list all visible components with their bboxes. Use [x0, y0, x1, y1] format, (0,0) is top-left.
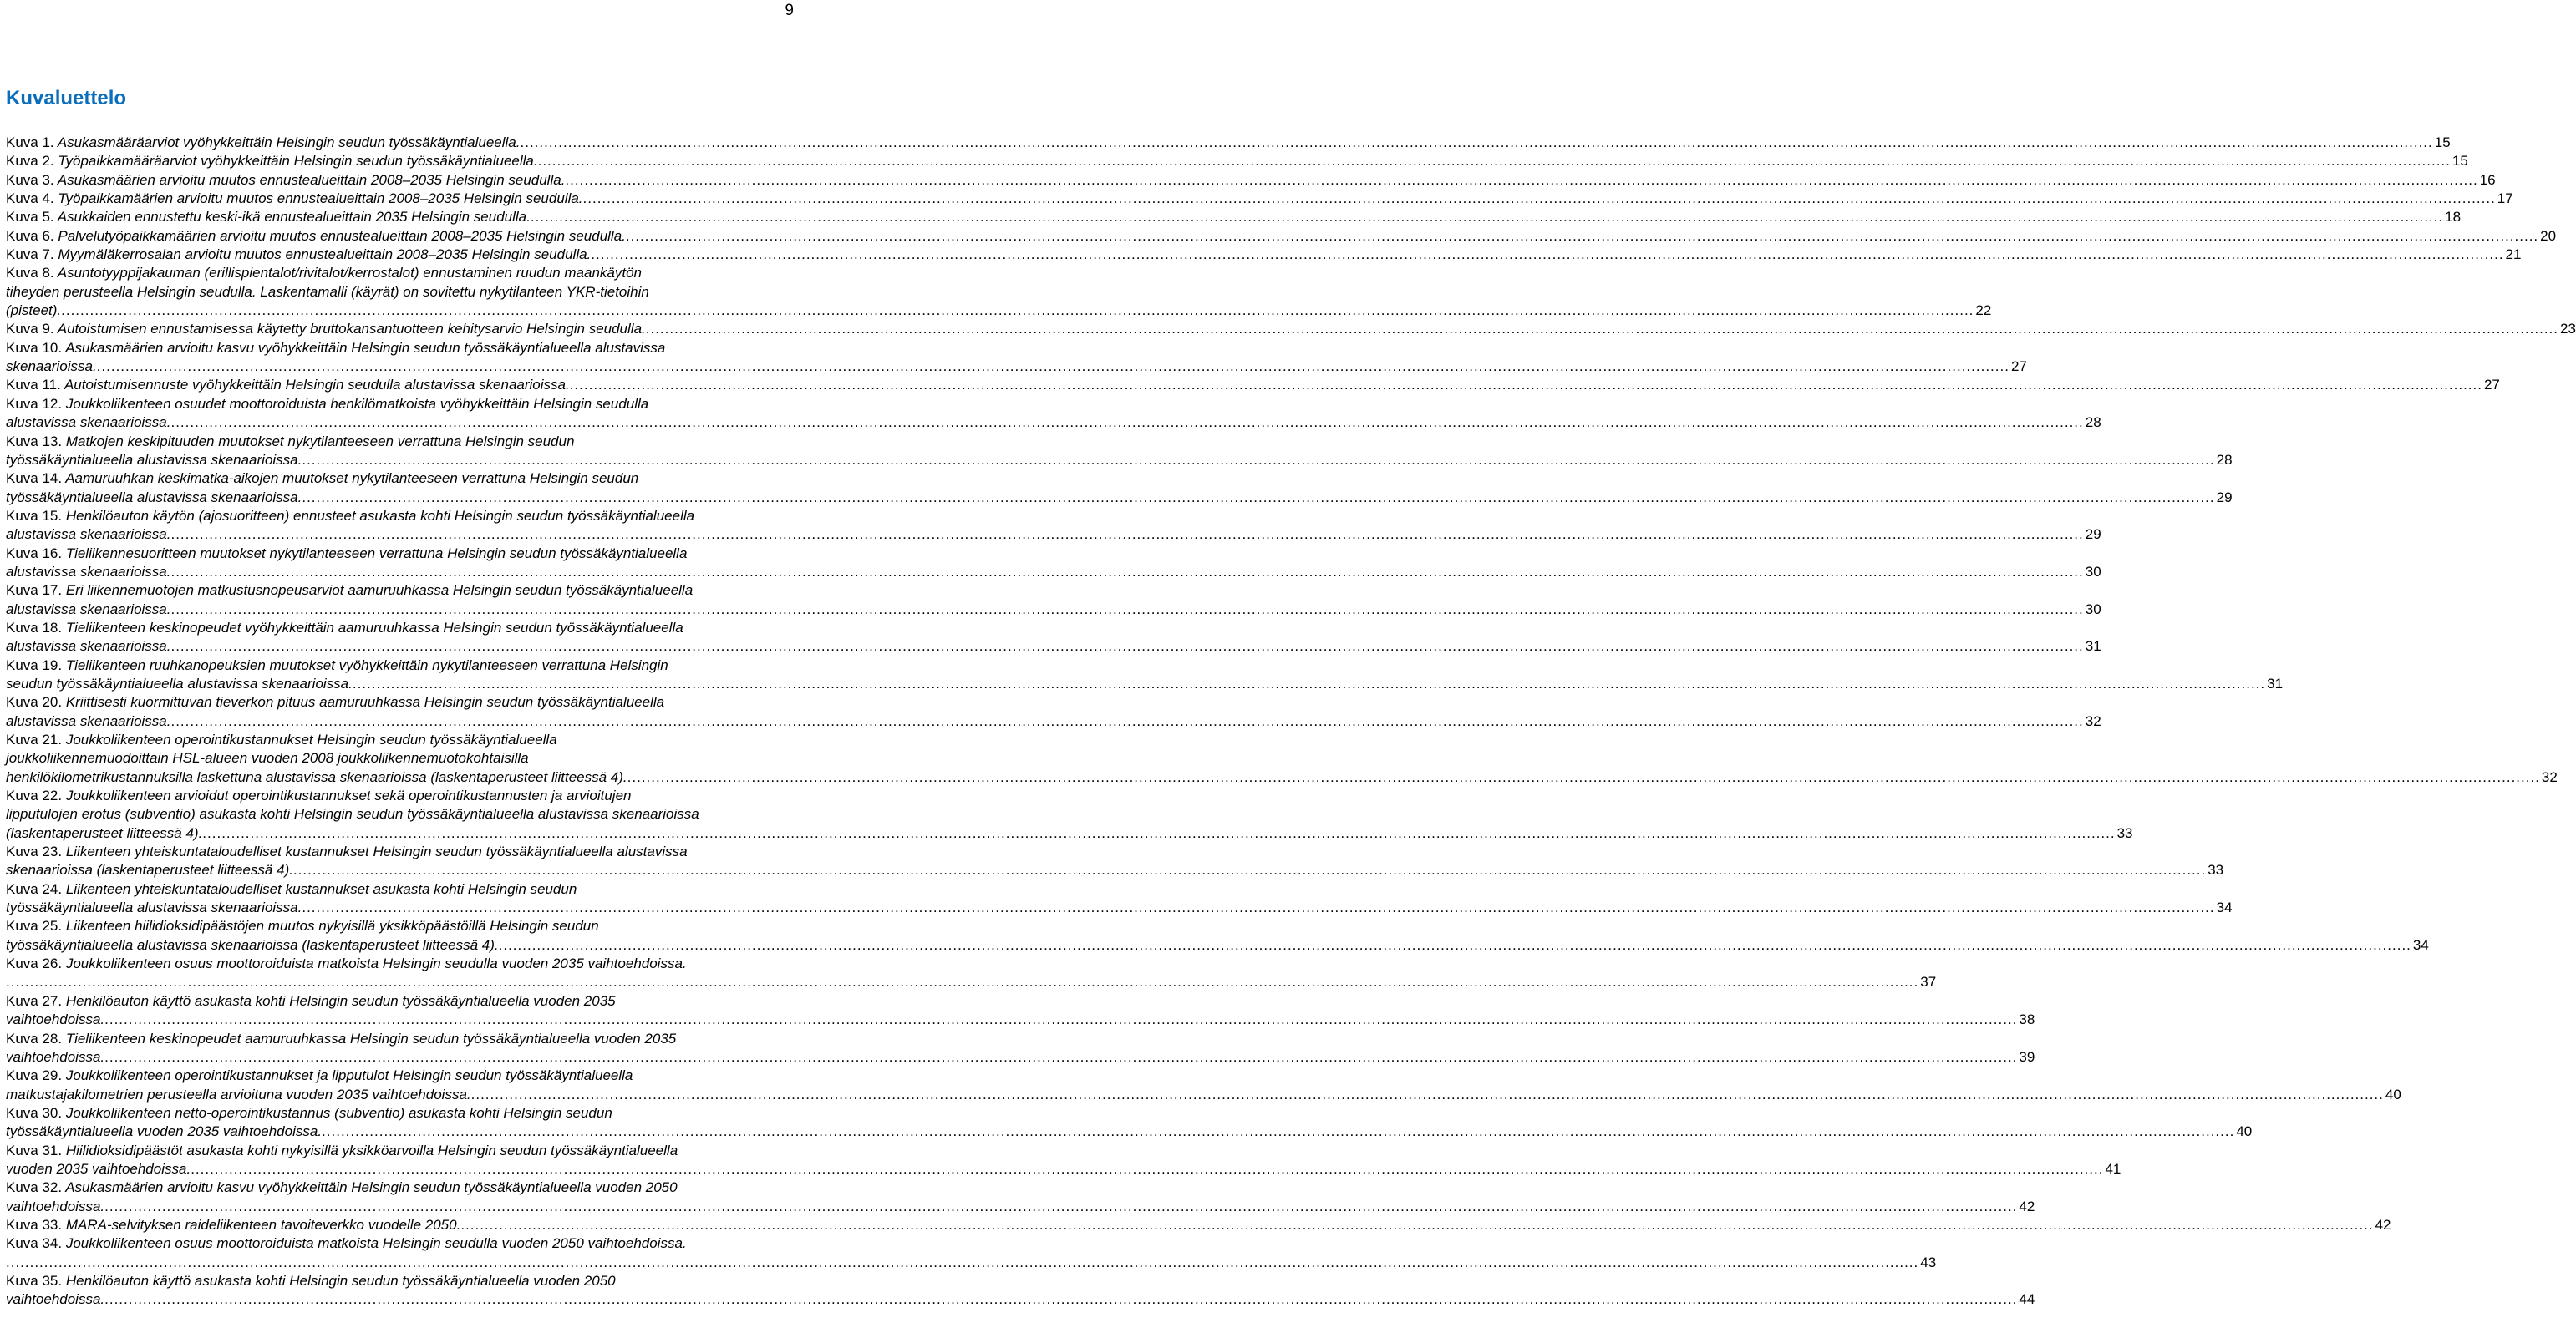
- figure-label: Kuva 10.: [6, 339, 63, 356]
- figure-caption-text: Matkojen keskipituuden muutokset nykytilanteeseen verrattuna Helsingin seudun: [65, 433, 575, 449]
- figure-entry-line: [6, 955, 796, 973]
- figure-page-number: 42: [2375, 1216, 2391, 1233]
- figure-caption-text: työssäkäyntialueella alustavissa skenaarioissa.: [6, 900, 302, 916]
- figure-entry[interactable]: [6, 1104, 2253, 1142]
- figure-page-number: 17: [2497, 190, 2513, 207]
- figure-entry[interactable]: [6, 469, 2233, 507]
- figure-caption-text: skenaarioissa (laskentaperusteet liitteessä 4).: [6, 862, 293, 879]
- figure-page-number: 33: [2116, 824, 2133, 841]
- figure-entry[interactable]: [6, 992, 2035, 1030]
- figure-label: Kuva 18.: [6, 619, 63, 636]
- figure-entry-line: [6, 973, 1937, 991]
- figure-label: Kuva 30.: [6, 1104, 63, 1121]
- figure-entry-line: [6, 656, 796, 675]
- dot-leader: ................................................................................................................................................................................................................................................................................................................................................................................................................: [170, 712, 2084, 729]
- figure-entry[interactable]: [6, 693, 2101, 731]
- figure-entry[interactable]: [6, 246, 2522, 264]
- figure-page-number: 42: [2019, 1198, 2035, 1214]
- figure-entry-line: [6, 339, 796, 357]
- figure-entry[interactable]: [6, 731, 2558, 787]
- dot-leader: ................................................................................................................................................................................................................................................................................................................................................................................................................: [498, 936, 2411, 953]
- figure-label: Kuva 6.: [6, 227, 54, 244]
- figure-label: Kuva 20.: [6, 694, 63, 711]
- figure-page-number: 31: [2267, 675, 2284, 692]
- figure-entry-line: [6, 1234, 796, 1253]
- figure-entry-line: [6, 880, 796, 899]
- dot-leader: ................................................................................................................................................................................................................................................................................................................................................................................................................: [104, 1011, 2018, 1028]
- figure-entry-line: [6, 227, 2557, 246]
- figure-entry[interactable]: [6, 376, 2500, 394]
- figure-caption-text: Asuntotyyppijakauman (erillispientalot/rivitalot/kerrostalot) ennustaminen ruudun maankäytön: [57, 265, 643, 281]
- figure-entry-line: [6, 1123, 2253, 1141]
- figure-page-number: 37: [1920, 974, 1937, 991]
- figure-entry[interactable]: [6, 917, 2429, 955]
- figure-page-number: 29: [2216, 489, 2233, 505]
- figure-entry-line: [6, 843, 796, 861]
- figure-caption-text: Autoistumisennuste vyöhykkeittäin Helsingin seudulla alustavissa skenaarioissa.: [64, 377, 570, 393]
- figure-caption-text: Tieliikenteen keskinopeudet aamuruuhkassa Helsingin seudun työssäkäyntialueella vuoden 2035: [65, 1030, 677, 1047]
- figure-page-number: 27: [2483, 377, 2500, 393]
- figure-entry-line: [6, 936, 2429, 955]
- dot-leader: ................................................................................................................................................................................................................................................................................................................................................................................................................: [625, 227, 2539, 244]
- figure-caption-text: Aamuruuhkan keskimatka-aikojen muutokset nykytilanteeseen verrattuna Helsingin seudun: [65, 470, 639, 487]
- figure-caption-text: Liikenteen yhteiskuntataloudelliset kustannukset Helsingin seudun työssäkäyntialueella alustavissa: [65, 844, 688, 860]
- dot-leader: ................................................................................................................................................................................................................................................................................................................................................................................................................: [302, 489, 2215, 505]
- figure-caption-text: Kriittisesti kuormittuvan tieverkon pituus aamuruuhkassa Helsingin seudun työssäkäyntialueella: [65, 694, 665, 711]
- dot-leader: ................................................................................................................................................................................................................................................................................................................................................................................................................: [565, 171, 2478, 188]
- figure-label: Kuva 26.: [6, 956, 63, 972]
- figure-label: Kuva 12.: [6, 395, 63, 412]
- figure-caption-text: työssäkäyntialueella alustavissa skenaarioissa.: [6, 451, 302, 468]
- figure-page-number: 30: [2085, 563, 2101, 580]
- figure-entry[interactable]: [6, 190, 2513, 208]
- dot-leader: ................................................................................................................................................................................................................................................................................................................................................................................................................: [61, 302, 1974, 319]
- figure-page-number: 32: [2541, 768, 2558, 785]
- dot-leader: ................................................................................................................................................................................................................................................................................................................................................................................................................: [6, 974, 1919, 991]
- figure-page-number: 31: [2085, 638, 2101, 655]
- figure-entry-line: [6, 451, 2233, 469]
- figure-page-number: 40: [2385, 1086, 2401, 1103]
- dot-leader: ................................................................................................................................................................................................................................................................................................................................................................................................................: [627, 768, 2540, 785]
- figure-entry-line: [6, 171, 2496, 190]
- figure-caption-text: skenaarioissa.: [6, 358, 97, 375]
- figure-label: Kuva 21.: [6, 732, 63, 748]
- figure-entry[interactable]: [6, 1067, 2401, 1104]
- dot-leader: ................................................................................................................................................................................................................................................................................................................................................................................................................: [170, 526, 2084, 543]
- figure-entry[interactable]: [6, 1234, 1937, 1272]
- figure-caption-text: Tieliikenteen ruuhkanopeuksien muutokset vyöhykkeittäin nykytilanteeseen verrattuna Helsingin: [65, 656, 668, 673]
- dot-leader: ................................................................................................................................................................................................................................................................................................................................................................................................................: [104, 1198, 2018, 1214]
- figure-caption-text: alustavissa skenaarioissa.: [6, 414, 171, 431]
- figure-caption-text: matkustajakilometrien perusteella arvioituna vuoden 2035 vaihtoehdoissa.: [6, 1086, 471, 1103]
- figure-caption-text: Tieliikennesuoritteen muutokset nykytilanteeseen verrattuna Helsingin seudun työssäkäyntialueella: [65, 545, 688, 561]
- figure-label: Kuva 3.: [6, 171, 54, 188]
- figure-page-number: 33: [2208, 862, 2224, 879]
- figure-caption-text: MARA-selvityksen raideliikenteen tavoiteverkko vuodelle 2050.: [65, 1216, 461, 1233]
- figure-entry-line: [6, 525, 2101, 544]
- dot-leader: ................................................................................................................................................................................................................................................................................................................................................................................................................: [569, 377, 2482, 393]
- dot-leader: ................................................................................................................................................................................................................................................................................................................................................................................................................: [537, 153, 2451, 170]
- figure-entry-line: [6, 749, 796, 768]
- figure-caption-text: tiheyden perusteella Helsingin seudulla. Laskentamalli (käyrät) on sovitettu nykytilanteen YKR-tietoihin: [6, 283, 649, 300]
- figure-page-number: 29: [2085, 526, 2101, 543]
- figure-entry-line: [6, 1198, 2035, 1216]
- dot-leader: ................................................................................................................................................................................................................................................................................................................................................................................................................: [520, 134, 2433, 150]
- figure-entry-line: [6, 507, 796, 525]
- figure-caption-text: vaihtoehdoissa.: [6, 1048, 105, 1065]
- figure-entry-line: [6, 1254, 1937, 1272]
- figure-entry-line: [6, 283, 796, 302]
- figure-caption-text: vaihtoehdoissa.: [6, 1011, 105, 1028]
- figure-entry-line: [6, 134, 2451, 152]
- dot-leader: ................................................................................................................................................................................................................................................................................................................................................................................................................: [302, 900, 2215, 916]
- dot-leader: ................................................................................................................................................................................................................................................................................................................................................................................................................: [202, 824, 2116, 841]
- figure-entry-line: [6, 357, 2027, 376]
- figure-label: Kuva 11.: [6, 377, 61, 393]
- figure-caption-text: (pisteet).: [6, 302, 62, 319]
- figure-label: Kuva 8.: [6, 265, 54, 281]
- figure-caption-text: Hiilidioksidipäästöt asukasta kohti nykyisillä yksikköarvoilla Helsingin seudun työssäkäyntialueella: [65, 1142, 678, 1158]
- figure-entry-line: [6, 264, 796, 282]
- figure-caption-text: työssäkäyntialueella vuoden 2035 vaihtoehdoissa.: [6, 1123, 323, 1140]
- dot-leader: ................................................................................................................................................................................................................................................................................................................................................................................................................: [322, 1123, 2235, 1140]
- figure-entry[interactable]: [6, 395, 2101, 433]
- figure-entry-line: [6, 675, 2284, 693]
- figure-caption-text: (laskentaperusteet liitteessä 4).: [6, 824, 203, 841]
- figure-label: Kuva 2.: [6, 153, 54, 170]
- figure-entry[interactable]: [6, 264, 1992, 320]
- figure-entry-line: [6, 601, 2101, 619]
- figure-label: Kuva 34.: [6, 1235, 63, 1252]
- figure-caption-text: työssäkäyntialueella alustavissa skenaarioissa (laskentaperusteet liitteessä 4).: [6, 936, 499, 953]
- figure-caption-text: Joukkoliikenteen osuudet moottoroiduista henkilömatkoista vyöhykkeittäin Helsingin seudulla: [65, 395, 649, 412]
- figure-entry-line: [6, 1290, 2035, 1309]
- figure-entry-line: [6, 545, 796, 563]
- figure-entry[interactable]: [6, 1272, 2035, 1310]
- figure-label: Kuva 19.: [6, 656, 63, 673]
- figure-page-number: 15: [2434, 134, 2451, 150]
- figure-page-number: 44: [2019, 1291, 2035, 1308]
- figure-caption-text: Asukkaiden ennustettu keski-ikä ennustealueittain 2035 Helsingin seudulla.: [57, 209, 531, 226]
- figure-entry-line: [6, 581, 796, 600]
- figure-label: Kuva 13.: [6, 433, 63, 449]
- figure-entry[interactable]: [6, 619, 2101, 656]
- figure-caption-text: alustavissa skenaarioissa.: [6, 638, 171, 655]
- figure-caption-text: Henkilöauton käytön (ajosuoritteen) ennusteet asukasta kohti Helsingin seudun työssäkäyntialueella: [65, 507, 695, 524]
- figure-entry[interactable]: [6, 507, 2101, 545]
- figure-entry-line: [6, 208, 2462, 226]
- figure-label: Kuva 25.: [6, 918, 63, 935]
- dot-leader: ................................................................................................................................................................................................................................................................................................................................................................................................................: [104, 1048, 2018, 1065]
- figure-label: Kuva 32.: [6, 1179, 63, 1196]
- figure-label: Kuva 7.: [6, 246, 54, 263]
- figure-entry[interactable]: [6, 433, 2233, 470]
- figure-entry[interactable]: [6, 1216, 2391, 1234]
- figure-caption-text: Asukasmääräarviot vyöhykkeittäin Helsingin seudun työssäkäyntialueella.: [57, 134, 521, 150]
- figure-label: Kuva 35.: [6, 1272, 63, 1289]
- figure-page-number: 22: [1975, 302, 1992, 319]
- figure-page-number: 23: [2560, 321, 2576, 337]
- figure-caption-text: Joukkoliikenteen osuus moottoroiduista matkoista Helsingin seudulla vuoden 2035 vaihtoehdoissa.: [65, 956, 687, 972]
- figure-caption-text: Asukasmäärien arvioitu kasvu vyöhykkeittäin Helsingin seudun työssäkäyntialueella alustavissa: [65, 339, 666, 356]
- figure-page-number: 43: [1920, 1254, 1937, 1270]
- figure-entry[interactable]: [6, 787, 2133, 843]
- figure-label: Kuva 31.: [6, 1142, 63, 1158]
- dot-leader: ................................................................................................................................................................................................................................................................................................................................................................................................................: [591, 246, 2504, 263]
- dot-leader: ................................................................................................................................................................................................................................................................................................................................................................................................................: [191, 1160, 2104, 1177]
- figure-entry-line: [6, 861, 2224, 880]
- figure-entry[interactable]: [6, 656, 2284, 694]
- figure-entry-line: [6, 190, 2513, 208]
- figure-caption-text: alustavissa skenaarioissa.: [6, 712, 171, 729]
- figure-caption-text: Asukasmäärien arvioitu kasvu vyöhykkeittäin Helsingin seudun työssäkäyntialueella vuoden 2050: [65, 1179, 678, 1196]
- figure-caption-text: alustavissa skenaarioissa.: [6, 601, 171, 617]
- figure-label: Kuva 24.: [6, 880, 63, 897]
- figure-entry-line: [6, 302, 1992, 320]
- figure-entry[interactable]: [6, 339, 2027, 377]
- figure-label: Kuva 17.: [6, 582, 63, 599]
- dot-leader: ................................................................................................................................................................................................................................................................................................................................................................................................................: [460, 1216, 2374, 1233]
- dot-leader: ................................................................................................................................................................................................................................................................................................................................................................................................................: [352, 675, 2266, 692]
- figure-entry-line: [6, 1272, 796, 1290]
- figure-entry-line: [6, 992, 796, 1011]
- figure-page-number: 40: [2236, 1123, 2253, 1140]
- figure-page-number: 28: [2085, 414, 2101, 431]
- figure-caption-text: lipputulojen erotus (subventio) asukasta kohti Helsingin seudun työssäkäyntialueella alustavissa skenaarioissa: [6, 806, 699, 823]
- figure-page-number: 27: [2010, 358, 2027, 375]
- figure-entry-line: [6, 899, 2233, 917]
- figure-label: Kuva 28.: [6, 1030, 63, 1047]
- figure-entry[interactable]: [6, 227, 2557, 246]
- list-of-figures-heading: Kuvaluettelo: [6, 87, 127, 109]
- figure-entry-line: [6, 320, 2576, 338]
- figure-entry-line: [6, 1216, 2391, 1234]
- figure-label: Kuva 23.: [6, 844, 63, 860]
- figure-entry-line: [6, 1048, 2035, 1067]
- dot-leader: ................................................................................................................................................................................................................................................................................................................................................................................................................: [302, 451, 2215, 468]
- page-number: 9: [785, 2, 794, 19]
- figure-page-number: 34: [2412, 936, 2429, 953]
- figure-entry[interactable]: [6, 843, 2224, 880]
- figure-entry-line: [6, 637, 2101, 656]
- figure-page-number: 16: [2479, 171, 2496, 188]
- figure-entry-line: [6, 619, 796, 637]
- figure-label: Kuva 14.: [6, 470, 63, 487]
- figure-entry[interactable]: [6, 152, 2468, 170]
- figure-caption-text: alustavissa skenaarioissa.: [6, 563, 171, 580]
- figure-entry-line: [6, 768, 2558, 787]
- figure-label: Kuva 15.: [6, 507, 63, 524]
- dot-leader: ................................................................................................................................................................................................................................................................................................................................................................................................................: [530, 209, 2444, 226]
- figure-caption-text: Liikenteen yhteiskuntataloudelliset kustannukset asukasta kohti Helsingin seudun: [65, 880, 577, 897]
- figure-entry[interactable]: [6, 581, 2101, 619]
- figure-page-number: 18: [2445, 209, 2462, 226]
- figure-caption-text: Palvelutyöpaikkamäärien arvioitu muutos ennustealueittain 2008–2035 Helsingin seudulla.: [58, 227, 626, 244]
- dot-leader: ................................................................................................................................................................................................................................................................................................................................................................................................................: [104, 1291, 2018, 1308]
- figure-caption-text: Myymäläkerrosalan arvioitu muutos ennustealueittain 2008–2035 Helsingin seudulla.: [58, 246, 592, 263]
- figure-entry-line: [6, 1179, 796, 1197]
- figure-caption-text: Liikenteen hiilidioksidipäästöjen muutos nykyisillä yksikköpäästöillä Helsingin seudun: [65, 918, 599, 935]
- figure-page-number: 21: [2505, 246, 2522, 263]
- dot-leader: ................................................................................................................................................................................................................................................................................................................................................................................................................: [470, 1086, 2384, 1103]
- figure-caption-text: henkilökilometrikustannuksilla laskettuna alustavissa skenaarioissa (laskentaperusteet liitteessä 4).: [6, 768, 627, 785]
- figure-label: Kuva 27.: [6, 992, 63, 1009]
- figure-entry-line: [6, 489, 2233, 507]
- figure-caption-text: Joukkoliikenteen osuus moottoroiduista matkoista Helsingin seudulla vuoden 2050 vaihtoehdoissa.: [65, 1235, 687, 1252]
- figure-entry-line: [6, 787, 796, 805]
- figure-entry-line: [6, 376, 2500, 394]
- figure-page-number: 34: [2216, 900, 2233, 916]
- figure-label: Kuva 5.: [6, 209, 54, 226]
- figure-entry[interactable]: [6, 880, 2233, 918]
- figure-entry[interactable]: [6, 171, 2496, 190]
- figure-entry[interactable]: [6, 134, 2451, 152]
- figure-page-number: 38: [2019, 1011, 2035, 1028]
- figure-entry-line: [6, 1086, 2401, 1104]
- dot-leader: ................................................................................................................................................................................................................................................................................................................................................................................................................: [96, 358, 2009, 375]
- figure-page-number: 15: [2452, 153, 2468, 170]
- figure-page-number: 39: [2019, 1048, 2035, 1065]
- figure-caption-text: Joukkoliikenteen operointikustannukset ja lipputulot Helsingin seudun työssäkäyntialueella: [65, 1067, 633, 1084]
- figure-label: Kuva 1.: [6, 134, 54, 150]
- figure-entry-line: [6, 395, 796, 413]
- figure-entry-line: [6, 712, 2101, 731]
- dot-leader: ................................................................................................................................................................................................................................................................................................................................................................................................................: [170, 601, 2084, 617]
- figure-entry-line: [6, 1011, 2035, 1029]
- figure-entry-line: [6, 1067, 796, 1085]
- figure-label: Kuva 33.: [6, 1216, 63, 1233]
- figure-caption-text: seudun työssäkäyntialueella alustavissa skenaarioissa.: [6, 675, 353, 692]
- figure-entry-line: [6, 805, 796, 824]
- figure-entry-line: [6, 563, 2101, 581]
- figure-caption-text: vuoden 2035 vaihtoehdoissa.: [6, 1160, 191, 1177]
- figure-entry[interactable]: [6, 955, 1937, 992]
- figure-caption-text: Eri liikennemuotojen matkustusnopeusarviot aamuruuhkassa Helsingin seudun työssäkäyntialueella: [65, 582, 694, 599]
- figure-entry-line: [6, 731, 796, 749]
- figure-label: Kuva 4.: [6, 190, 54, 207]
- figure-entry-line: [6, 824, 2133, 843]
- figure-entry[interactable]: [6, 1179, 2035, 1216]
- figure-caption-text: Asukasmäärien arvioitu muutos ennustealueittain 2008–2035 Helsingin seudulla.: [57, 171, 566, 188]
- figure-entry-line: [6, 246, 2522, 264]
- figure-caption-text: Tieliikenteen keskinopeudet vyöhykkeittäin aamuruuhkassa Helsingin seudun työssäkäyntialueella: [65, 619, 683, 636]
- figure-page-number: 41: [2105, 1160, 2121, 1177]
- figure-entry[interactable]: [6, 1142, 2121, 1179]
- figure-entry[interactable]: [6, 208, 2462, 226]
- figure-caption-text: Joukkoliikenteen netto-operointikustannus (subventio) asukasta kohti Helsingin seudun: [65, 1104, 612, 1121]
- figure-caption-text: Henkilöauton käyttö asukasta kohti Helsingin seudun työssäkäyntialueella vuoden 2035: [65, 992, 616, 1009]
- figure-entry-line: [6, 469, 796, 488]
- dot-leader: ................................................................................................................................................................................................................................................................................................................................................................................................................: [292, 862, 2207, 879]
- figure-page-number: 32: [2085, 712, 2101, 729]
- figure-caption-text: Autoistumisen ennustamisessa käytetty bruttokansantuotteen kehitysarvio Helsingin seudulla.: [57, 321, 646, 337]
- figure-caption-text: Joukkoliikenteen operointikustannukset Helsingin seudun työssäkäyntialueella: [65, 732, 557, 748]
- figure-entry-line: [6, 1142, 796, 1160]
- figure-caption-text: työssäkäyntialueella alustavissa skenaarioissa.: [6, 489, 302, 505]
- figure-page-number: 28: [2216, 451, 2233, 468]
- figure-caption-text: joukkoliikennemuodoittain HSL-alueen vuoden 2008 joukkoliikennemuotokohtaisilla: [6, 750, 529, 767]
- dot-leader: ................................................................................................................................................................................................................................................................................................................................................................................................................: [170, 414, 2084, 431]
- figure-caption-text: Työpaikkamäärien arvioitu muutos ennustealueittain 2008–2035 Helsingin seudulla.: [58, 190, 583, 207]
- figure-caption-text: Työpaikkamääräarviot vyöhykkeittäin Helsingin seudun työssäkäyntialueella.: [58, 153, 538, 170]
- figure-entry[interactable]: [6, 545, 2101, 582]
- figure-entry-line: [6, 413, 2101, 432]
- dot-leader: ................................................................................................................................................................................................................................................................................................................................................................................................................: [645, 321, 2559, 337]
- figure-list: [6, 134, 2576, 1310]
- figure-label: Kuva 29.: [6, 1067, 63, 1084]
- dot-leader: ................................................................................................................................................................................................................................................................................................................................................................................................................: [170, 638, 2084, 655]
- figure-label: Kuva 22.: [6, 788, 63, 804]
- figure-label: Kuva 16.: [6, 545, 63, 561]
- figure-entry-line: [6, 693, 796, 712]
- figure-entry[interactable]: [6, 320, 2576, 338]
- dot-leader: ................................................................................................................................................................................................................................................................................................................................................................................................................: [582, 190, 2496, 207]
- figure-page-number: 30: [2085, 601, 2101, 617]
- figure-label: Kuva 9.: [6, 321, 54, 337]
- figure-entry-line: [6, 917, 796, 935]
- figure-entry-line: [6, 1030, 796, 1048]
- figure-entry-line: [6, 433, 796, 451]
- figure-caption-text: Joukkoliikenteen arvioidut operointikustannukset sekä operointikustannusten ja arvioitujen: [65, 788, 632, 804]
- figure-caption-text: vaihtoehdoissa.: [6, 1291, 105, 1308]
- dot-leader: ................................................................................................................................................................................................................................................................................................................................................................................................................: [6, 1254, 1919, 1270]
- figure-entry-line: [6, 1160, 2121, 1179]
- figure-page-number: 20: [2540, 227, 2557, 244]
- figure-entry[interactable]: [6, 1030, 2035, 1067]
- figure-caption-text: vaihtoehdoissa.: [6, 1198, 105, 1214]
- dot-leader: ................................................................................................................................................................................................................................................................................................................................................................................................................: [170, 563, 2084, 580]
- figure-caption-text: Henkilöauton käyttö asukasta kohti Helsingin seudun työssäkäyntialueella vuoden 2050: [65, 1272, 616, 1289]
- figure-entry-line: [6, 152, 2468, 170]
- figure-entry-line: [6, 1104, 796, 1123]
- figure-caption-text: alustavissa skenaarioissa.: [6, 526, 171, 543]
